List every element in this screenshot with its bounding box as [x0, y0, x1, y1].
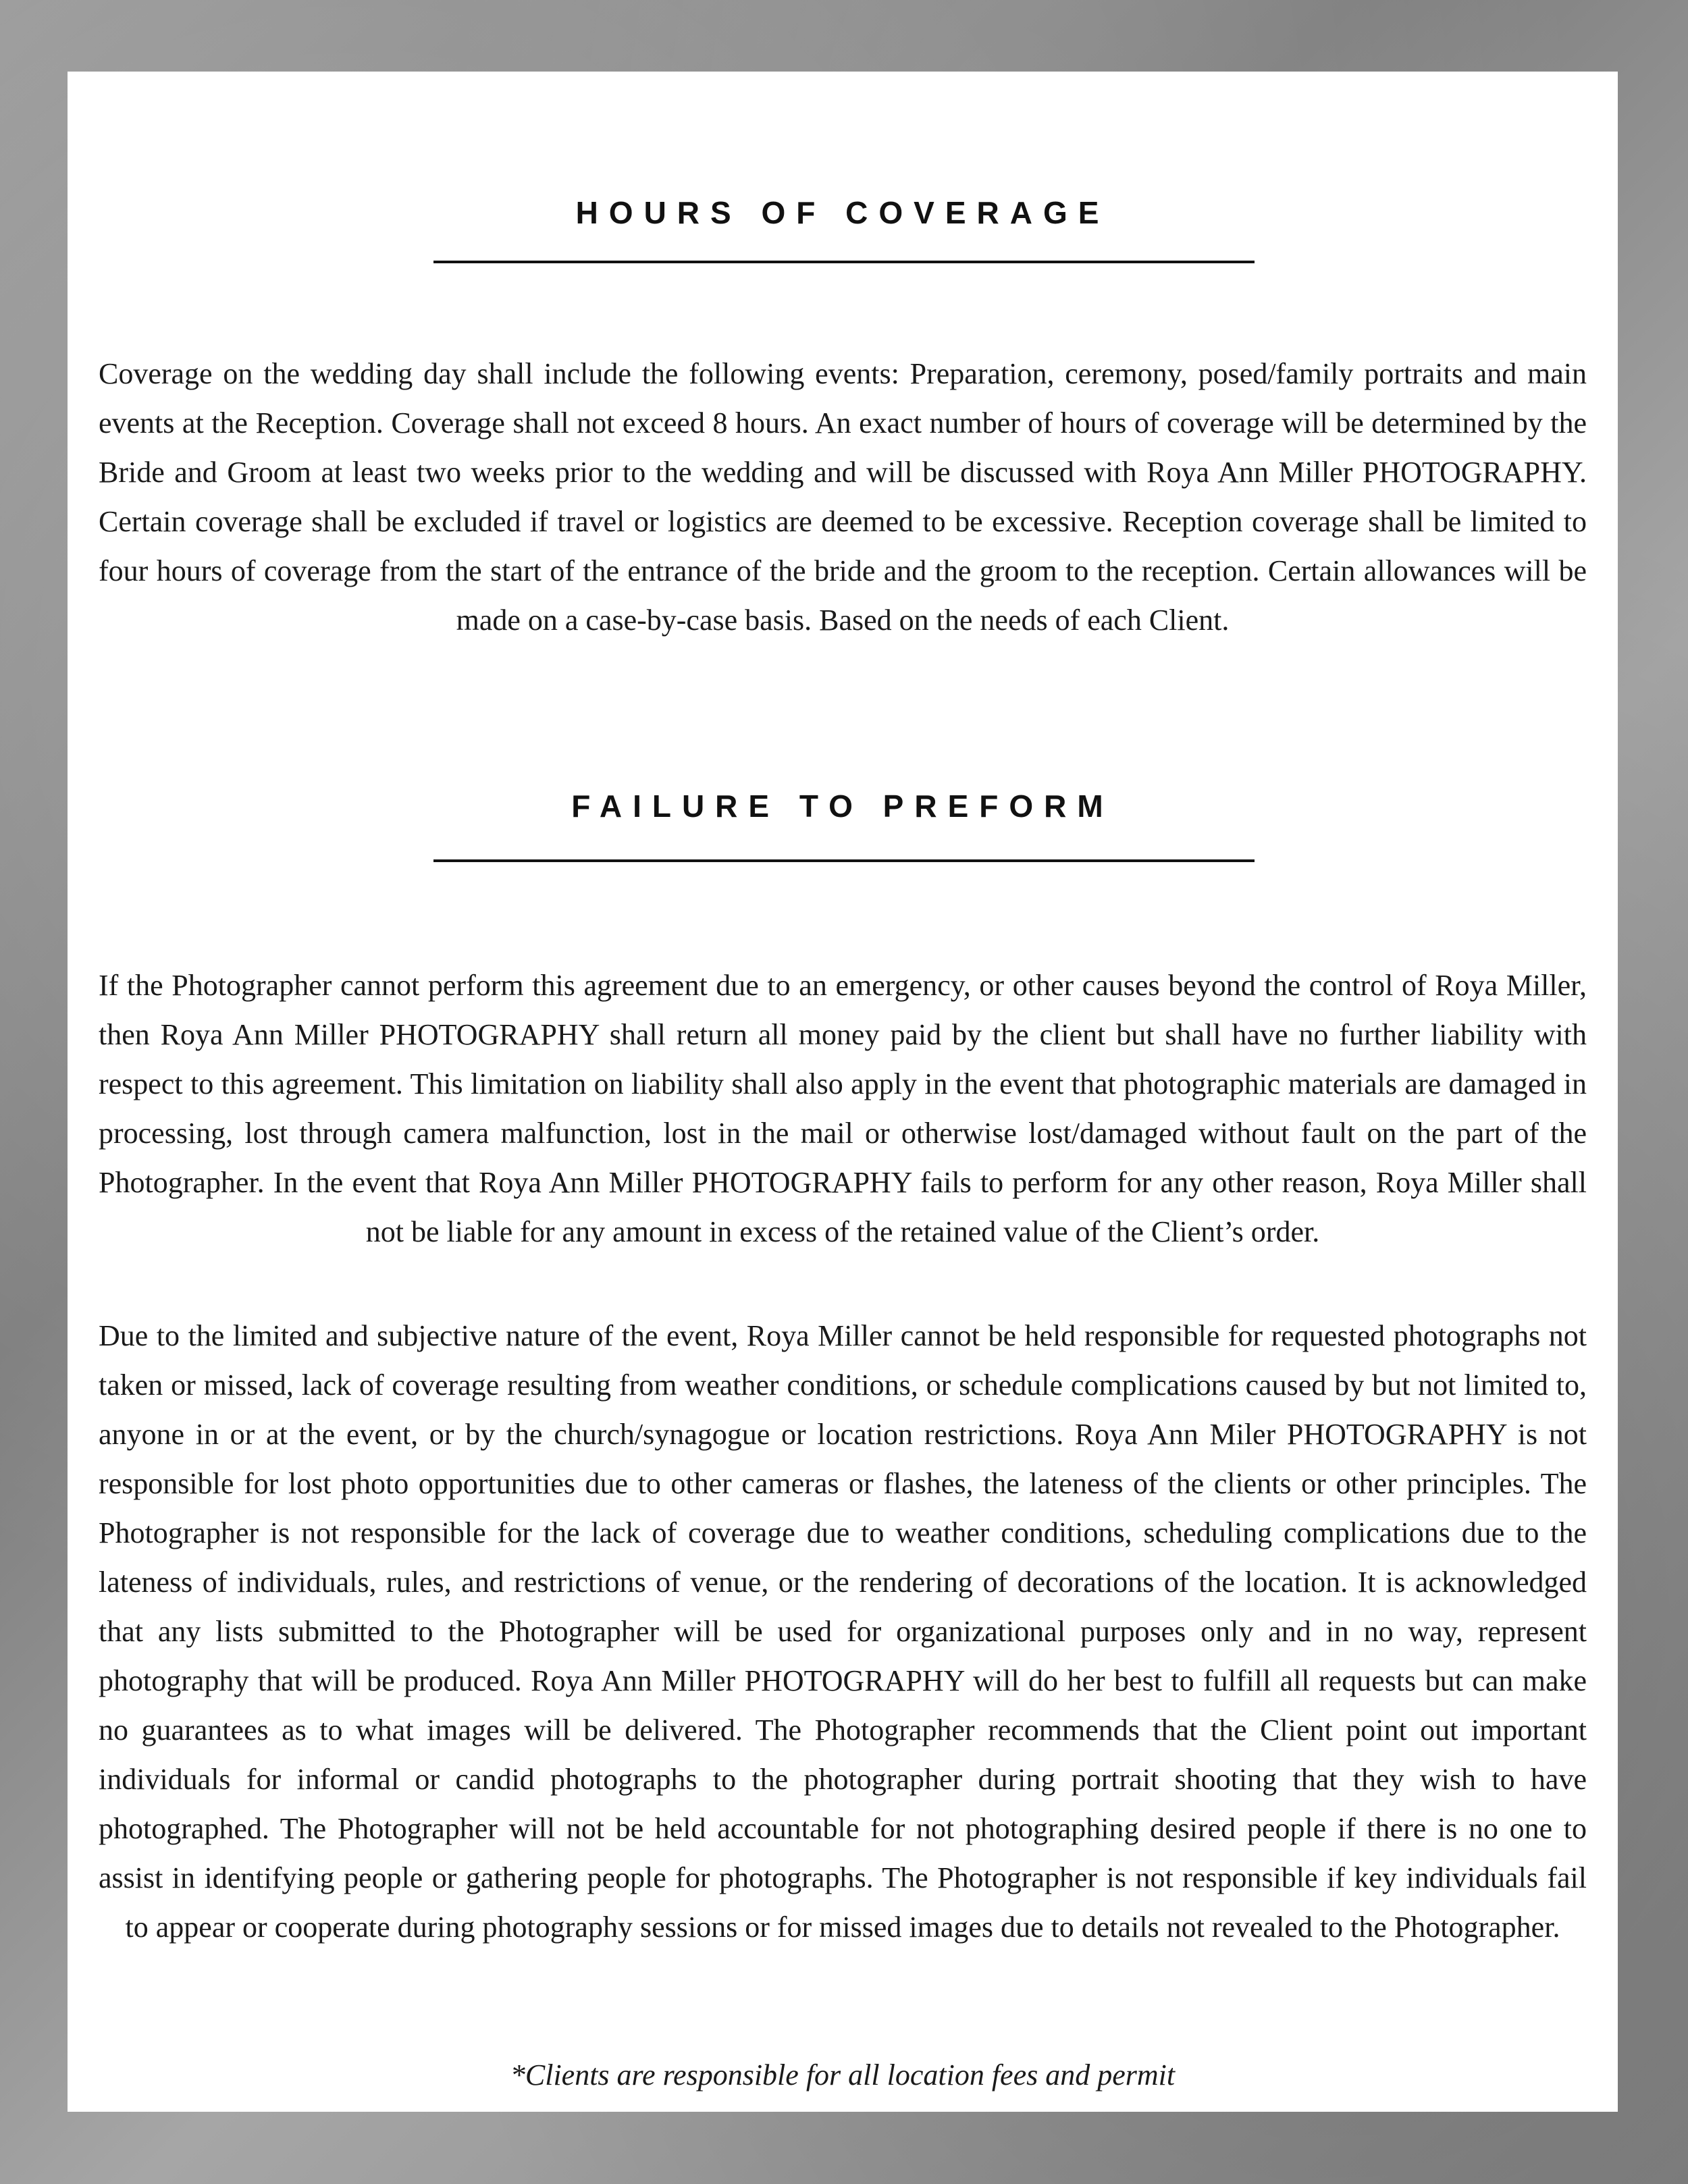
document-page [68, 72, 1618, 2112]
section-heading-failure-to-preform: FAILURE TO PREFORM [571, 789, 1114, 824]
paragraph-failure-to-preform-1: If the Photographer cannot perform this agreement due to an emergency, or other causes beyond the control of Roya Miller, then Roya Ann Miller PHOTOGRAPHY shall return all money paid by the client but shall have no further liability with respect to this agreement. This limitation on liability shall also apply in the event that photographic materials are damaged in processing, lost through camera malfunction, lost in the mail or otherwise lost/damaged without fault on the part of the Photographer. In the event that Roya Ann Miller PHOTOGRAPHY fails to perform for any other reason, Roya Miller shall not be liable for any amount in excess of the retained value of the Client’s order. [99, 969, 1587, 1248]
heading-divider [433, 261, 1255, 263]
heading-divider [433, 859, 1255, 862]
document-content [99, 72, 1587, 2112]
paragraph-failure-to-preform-2: Due to the limited and subjective nature of the event, Roya Miller cannot be held responsible for requested photographs not taken or missed, lack of coverage resulting from weather conditions, or schedule complications caused by but not limited to, anyone in or at the event, or by the church/synagogue or location restrictions. Roya Ann Miler PHOTOGRAPHY is not responsible for lost photo opportunities due to other cameras or flashes, the lateness of the clients or other principles. The Photographer is not responsible for the lack of coverage due to weather conditions, scheduling complications due to the lateness of individuals, rules, and restrictions of venue, or the rendering of decorations of the location. It is acknowledged that any lists submitted to the Photographer will be used for organizational purposes only and in no way, represent photography that will be produced. Roya Ann Miller PHOTOGRAPHY will do her best to fulfill all requests but can make no guarantees as to what images will be delivered. The Photographer recommends that the Client point out important individuals for informal or candid photographs to the photographer during portrait shooting that they wish to have photographed. The Photographer will not be held accountable for not photographing desired people if there is no one to assist in identifying people or gathering people for photographs. The Photographer is not responsible if key individuals fail to appear or cooperate during photography sessions or for missed images due to details not revealed to the Photographer. [99, 1319, 1587, 1944]
section-heading-hours-of-coverage: HOURS OF COVERAGE [575, 195, 1110, 230]
paragraph-hours-of-coverage: Coverage on the wedding day shall include the following events: Preparation, ceremony, posed/family portraits and main events at the Reception. Coverage shall not exceed 8 hours. An exact number of hours of coverage will be determined by the Bride and Groom at least two weeks prior to the wedding and will be discussed with Roya Ann Miller PHOTOGRAPHY. Certain coverage shall be excluded if travel or logistics are deemed to be excessive. Reception coverage shall be limited to four hours of coverage from the start of the entrance of the bride and the groom to the reception. Certain allowances will be made on a case-by-case basis. Based on the needs of each Client. [99, 357, 1587, 637]
footnote: *Clients are responsible for all location fees and permit [510, 2058, 1176, 2092]
